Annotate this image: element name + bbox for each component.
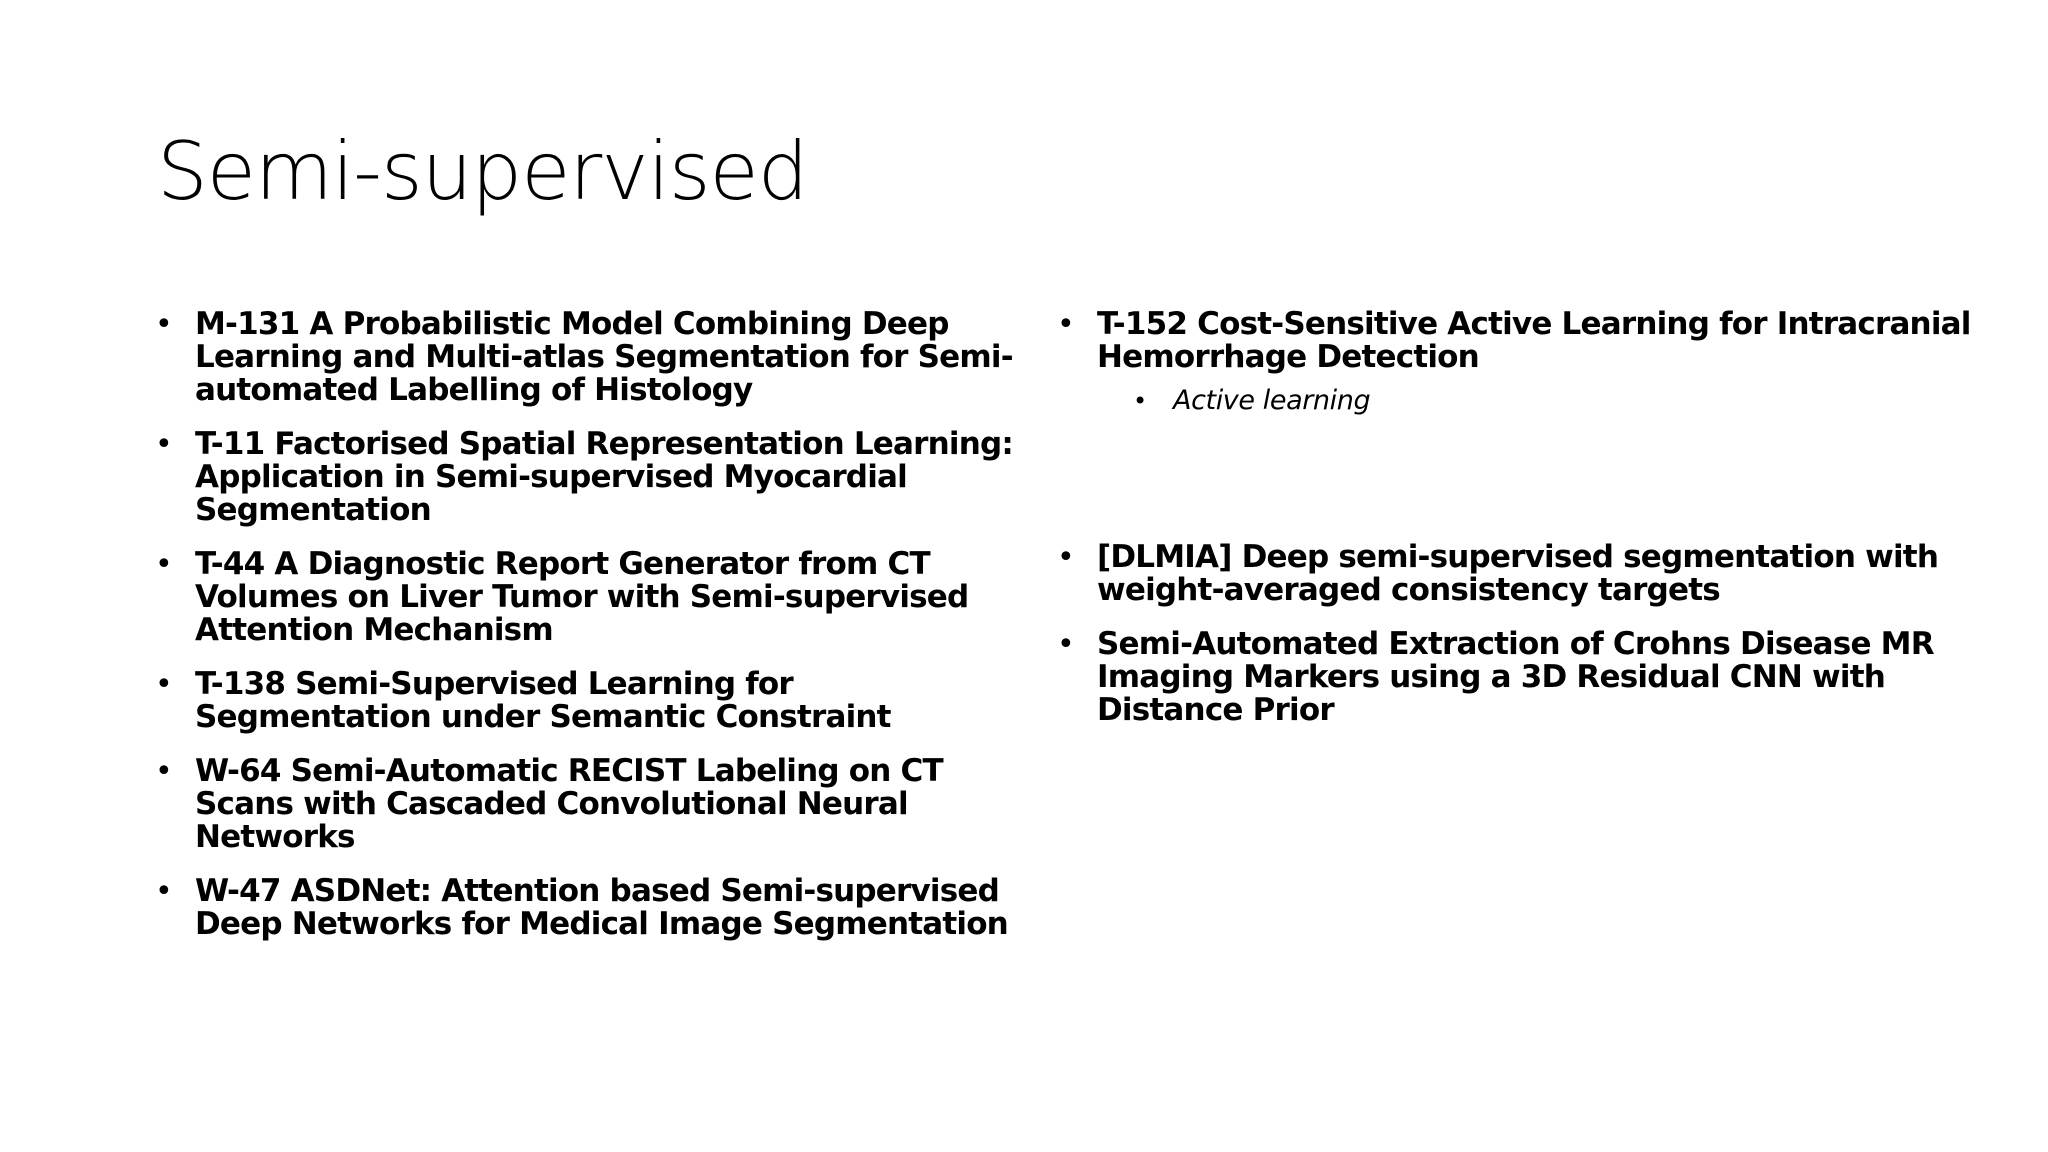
sub-item-text: Active learning [1173, 385, 1371, 416]
bullet-icon: • [155, 427, 172, 462]
paper-title: W-47 ASDNet: Attention based Semi-supervised Deep Networks for Medical Image Segmentation [195, 873, 1008, 942]
list-item [1057, 541, 1977, 607]
paper-title: Semi-Automated Extraction of Crohns Disease MR Imaging Markers using a 3D Residual CNN with Distance Prior [1097, 626, 1934, 728]
sub-bullet-list [1097, 384, 1977, 418]
bullet-icon: • [155, 667, 172, 702]
bullet-icon: • [1133, 387, 1147, 415]
list-item [155, 308, 1015, 407]
slide-title: Semi-supervised [157, 125, 808, 218]
list-item [155, 428, 1015, 527]
list-item [155, 755, 1015, 854]
paper-title: M-131 A Probabilistic Model Combining Deep Learning and Multi-atlas Segmentation for Semi-automated Labelling of Histology [195, 306, 1013, 408]
paper-title: T-44 A Diagnostic Report Generator from CT Volumes on Liver Tumor with Semi-supervised Attention Mechanism [195, 546, 969, 648]
bullet-icon: • [155, 754, 172, 789]
left-bullet-list [155, 308, 1015, 962]
paper-title: T-138 Semi-Supervised Learning for Segmentation under Semantic Constraint [195, 666, 891, 735]
list-item [1057, 628, 1977, 727]
bullet-icon: • [155, 874, 172, 909]
empty-line-spacer [1057, 439, 1977, 541]
bullet-icon: • [1057, 307, 1074, 342]
list-item [155, 668, 1015, 734]
list-item [155, 875, 1015, 941]
list-item [1057, 308, 1977, 418]
paper-title: T-11 Factorised Spatial Representation Learning: Application in Semi-supervised Myocardial Segmentation [195, 426, 1013, 528]
sub-list-item [1133, 384, 1977, 418]
bullet-icon: • [155, 547, 172, 582]
paper-title: T-152 Cost-Sensitive Active Learning for Intracranial Hemorrhage Detection [1097, 306, 1971, 375]
right-bullet-list [1057, 308, 1977, 748]
paper-title: [DLMIA] Deep semi-supervised segmentation with weight-averaged consistency targets [1097, 539, 1939, 608]
paper-title: W-64 Semi-Automatic RECIST Labeling on CT Scans with Cascaded Convolutional Neural Networks [195, 753, 943, 855]
bullet-icon: • [1057, 627, 1074, 662]
bullet-icon: • [1057, 540, 1074, 575]
bullet-icon: • [155, 307, 172, 342]
list-item [155, 548, 1015, 647]
